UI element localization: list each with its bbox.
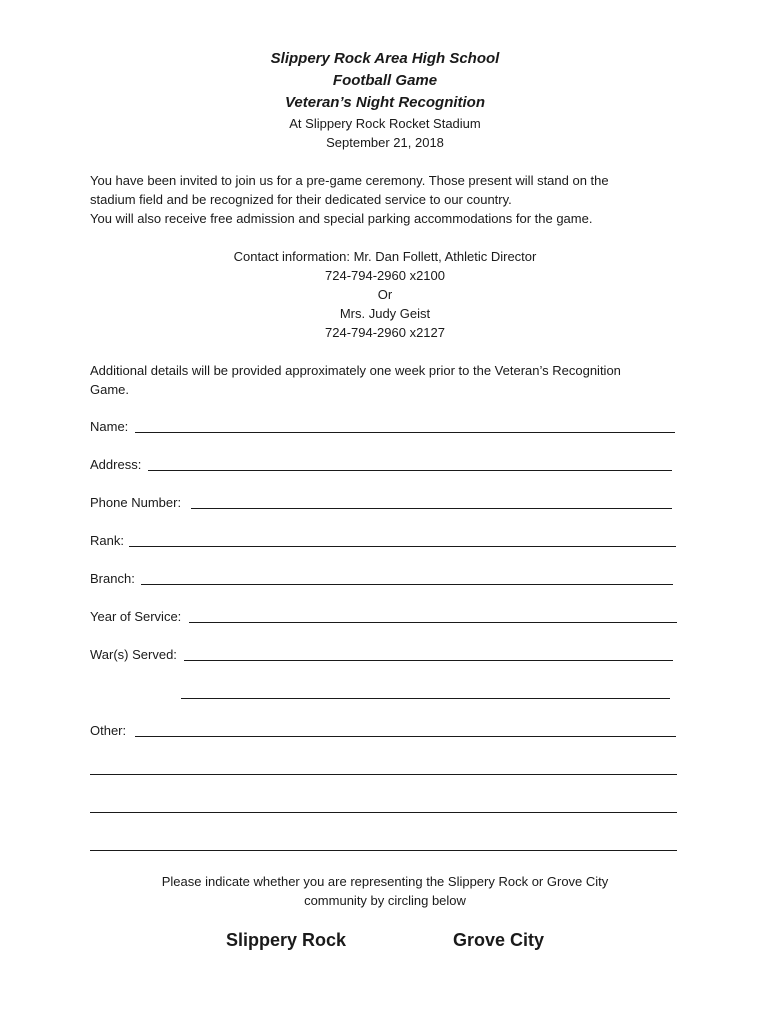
event-title: Football Game bbox=[332, 72, 438, 89]
other-field-3[interactable] bbox=[90, 812, 677, 813]
contact-name-2: Mrs. Judy Geist bbox=[339, 306, 431, 321]
year-of-service-label: Year of Service: bbox=[90, 609, 182, 624]
branch-label: Branch: bbox=[90, 571, 135, 586]
phone-label: Phone Number: bbox=[90, 495, 182, 510]
address-label: Address: bbox=[90, 457, 142, 472]
invitation-line-1: You have been invited to join us for a pre-game ceremony. Those present will stand on the bbox=[90, 173, 609, 188]
contact-or: Or bbox=[377, 287, 393, 302]
wars-served-field-2[interactable] bbox=[181, 698, 670, 699]
wars-served-field[interactable] bbox=[184, 660, 673, 661]
other-field-2[interactable] bbox=[90, 774, 677, 775]
rank-label: Rank: bbox=[90, 533, 124, 548]
address-field[interactable] bbox=[148, 470, 672, 471]
community-instruction-2: community by circling below bbox=[304, 893, 466, 908]
branch-field[interactable] bbox=[141, 584, 673, 585]
option-slippery-rock[interactable]: Slippery Rock bbox=[226, 930, 347, 950]
name-field[interactable] bbox=[135, 432, 675, 433]
year-of-service-field[interactable] bbox=[189, 622, 677, 623]
wars-served-label: War(s) Served: bbox=[90, 647, 177, 662]
contact-phone-2: 724-794-2960 x2127 bbox=[325, 325, 445, 340]
details-line-1: Additional details will be provided approximately one week prior to the Veteran’s Recognition bbox=[90, 363, 621, 378]
school-title: Slippery Rock Area High School bbox=[270, 50, 500, 67]
venue-text: At Slippery Rock Rocket Stadium bbox=[289, 116, 481, 131]
invitation-line-2: stadium field and be recognized for their dedicated service to our country. bbox=[90, 192, 512, 207]
name-label: Name: bbox=[90, 419, 129, 434]
date-text: September 21, 2018 bbox=[326, 135, 444, 150]
contact-line: Contact information: Mr. Dan Follett, Athletic Director bbox=[233, 249, 537, 264]
details-line-2: Game. bbox=[90, 382, 130, 397]
rank-field[interactable] bbox=[129, 546, 676, 547]
other-field-4[interactable] bbox=[90, 850, 677, 851]
other-label: Other: bbox=[90, 723, 127, 738]
community-instruction-1: Please indicate whether you are representing the Slippery Rock or Grove City bbox=[161, 874, 609, 889]
invitation-line-3: You will also receive free admission and special parking accommodations for the game. bbox=[90, 211, 593, 226]
other-field[interactable] bbox=[135, 736, 676, 737]
recognition-title: Veteran’s Night Recognition bbox=[284, 94, 486, 111]
phone-field[interactable] bbox=[191, 508, 672, 509]
contact-phone-1: 724-794-2960 x2100 bbox=[325, 268, 445, 283]
option-grove-city[interactable]: Grove City bbox=[453, 930, 545, 950]
